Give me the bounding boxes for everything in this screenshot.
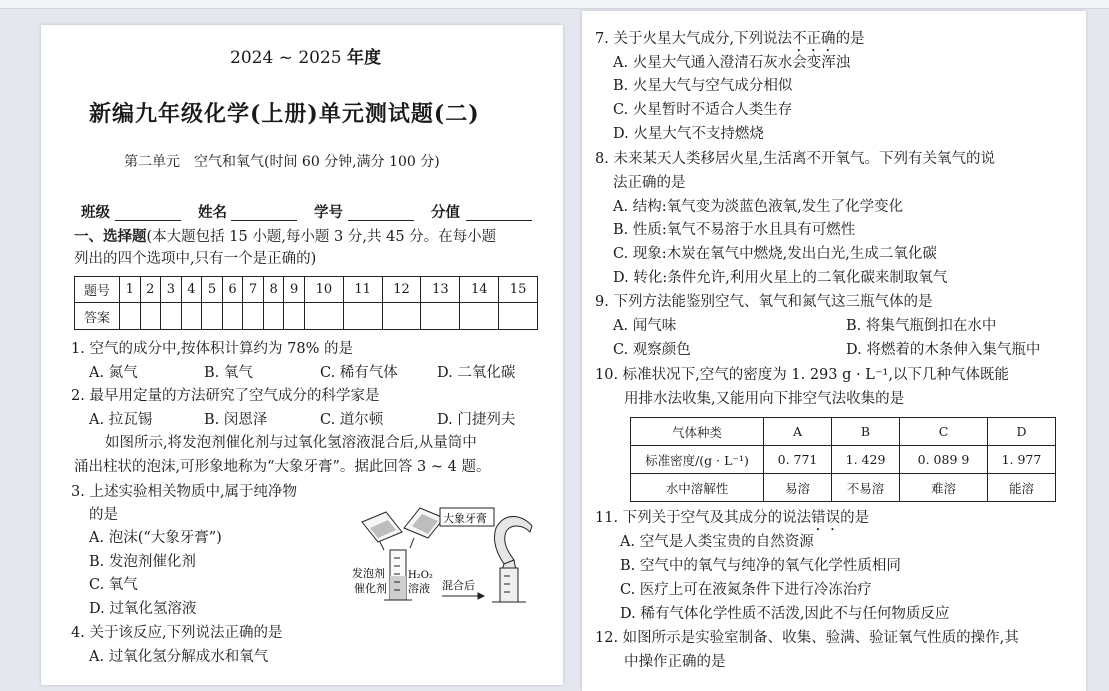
q9-option-d: D. 将燃着的木条伸入集气瓶中 — [846, 342, 1041, 358]
q8-stem-1: 8. 未来某天人类移居火星,生活离不开氧气。下列有关氧气的说 — [595, 151, 996, 167]
q7-stem — [595, 29, 865, 55]
score-blank — [466, 220, 532, 221]
q8-option-d: D. 转化:条件允许,利用火星上的二氧化碳来制取氧气 — [613, 270, 948, 286]
q3-stem-1: 3. 上述实验相关物质中,属于纯净物 — [71, 484, 298, 500]
gas-table-column-header: B — [832, 418, 900, 446]
gas-table-density-value: 1. 977 — [987, 446, 1055, 474]
answer-table-answer-cell — [460, 303, 499, 330]
answer-table-answer-cell — [243, 303, 264, 330]
gas-table-density-value: 0. 771 — [764, 446, 832, 474]
answer-table-answer-cell — [202, 303, 223, 330]
q11-option-d: D. 稀有气体化学性质不活泼,因此不与任何物质反应 — [620, 606, 950, 622]
q2-option-d: D. 门捷列夫 — [437, 412, 516, 428]
gas-table-column-header: A — [764, 418, 832, 446]
gas-table-header-row — [631, 418, 1056, 446]
q9-stem: 9. 下列方法能鉴别空气、氧气和氮气这三瓶气体的是 — [595, 294, 933, 310]
q7-option-d: D. 火星大气不支持燃烧 — [613, 126, 764, 142]
year-suffix: 年度 — [346, 48, 381, 68]
q2-option-a: A. 拉瓦锡 — [89, 412, 153, 428]
gas-table-column-header: C — [900, 418, 988, 446]
answer-table-answer-cell — [382, 303, 421, 330]
section1-title-line — [74, 227, 496, 247]
q12-stem-2: 中操作正确的是 — [624, 654, 726, 670]
answer-table-answer-cell — [304, 303, 343, 330]
q4-option-a: A. 过氧化氢分解成水和氧气 — [89, 649, 269, 665]
q11-stem — [595, 508, 869, 534]
left-page — [41, 25, 563, 685]
q7-option-a: A. 火星大气通入澄清石灰水会变浑浊 — [613, 55, 851, 71]
q11-stem-post: 的是 — [840, 510, 870, 526]
id-blank — [348, 220, 414, 221]
q10-stem-2: 用排水法收集,又能用向下排空气法收集的是 — [624, 391, 905, 407]
q9-option-b: B. 将集气瓶倒扣在水中 — [846, 318, 997, 334]
figure-label-foam-2: 催化剂 — [354, 582, 387, 595]
gas-table-solubility-value: 易溶 — [764, 474, 832, 502]
gas-table-density-row — [631, 446, 1056, 474]
answer-table-row1-label: 题号 — [75, 277, 120, 303]
q11-stem-pre: 11. 下列关于空气及其成分的说法 — [595, 510, 812, 526]
right-page — [582, 11, 1086, 691]
answer-table-row2-label: 答案 — [75, 303, 120, 330]
answer-table — [74, 276, 538, 330]
answer-table-answer-cell — [222, 303, 243, 330]
answer-table-answer-cell — [343, 303, 382, 330]
name-blank — [231, 220, 297, 221]
q3-option-d: D. 过氧化氢溶液 — [89, 601, 197, 617]
year-line — [230, 43, 381, 68]
q2-option-c: C. 道尔顿 — [320, 412, 384, 428]
q9-option-c: C. 观察颜色 — [613, 342, 691, 358]
section1-desc-2: 列出的四个选项中,只有一个是正确的) — [74, 251, 317, 267]
q3-option-b: B. 发泡剂催化剂 — [89, 554, 196, 570]
answer-table-answer-cell — [263, 303, 284, 330]
gas-table-header-label: 气体种类 — [631, 418, 764, 446]
q2-option-b: B. 闵恩泽 — [204, 412, 268, 428]
q11-option-c: C. 医疗上可在液氮条件下进行冷冻治疗 — [620, 582, 872, 598]
name-label: 姓名 — [198, 204, 227, 221]
gas-table-density-value: 0. 089 9 — [900, 446, 988, 474]
q7-stem-post: 的是 — [835, 31, 865, 47]
section1-title: 一、选择题 — [74, 228, 147, 245]
q12-stem-1: 12. 如图所示是实验室制备、收集、验满、验证氧气性质的操作,其 — [595, 630, 1019, 646]
q7-stem-pre: 7. 关于火星大气成分,下列说法 — [595, 31, 793, 47]
answer-table-question-number: 13 — [421, 277, 460, 303]
q3-option-c: C. 氧气 — [89, 577, 138, 593]
q11-option-a: A. 空气是人类宝贵的自然资源 — [620, 534, 814, 550]
answer-table-number-row — [75, 277, 538, 303]
answer-table-question-number: 7 — [243, 277, 264, 303]
q2-stem: 2. 最早用定量的方法研究了空气成分的科学家是 — [71, 388, 380, 404]
answer-table-question-number: 15 — [499, 277, 538, 303]
gas-table-column-header: D — [987, 418, 1055, 446]
figure-label-h2o2-2: 溶液 — [408, 582, 430, 595]
year-text: 2024 ~ 2025 — [230, 48, 347, 68]
result-cylinder-icon — [492, 568, 526, 602]
viewer-top-bar — [0, 0, 1109, 9]
gas-table-solubility-value: 难溶 — [900, 474, 988, 502]
q3-option-a: A. 泡沫(“大象牙膏”) — [89, 530, 222, 546]
figure-label-toothpaste: 大象牙膏 — [443, 512, 487, 525]
q11-option-b: B. 空气中的氧气与纯净的氧气化学性质相同 — [620, 558, 901, 574]
answer-table-answer-row — [75, 303, 538, 330]
q1-option-a: A. 氮气 — [89, 365, 138, 381]
answer-table-question-number: 10 — [304, 277, 343, 303]
id-label: 学号 — [314, 204, 343, 221]
gas-table-solubility-value: 不易溶 — [832, 474, 900, 502]
q8-option-c: C. 现象:木炭在氧气中燃烧,发出白光,生成二氧化碳 — [613, 246, 937, 262]
q1-stem: 1. 空气的成分中,按体积计算约为 78% 的是 — [71, 341, 353, 357]
gas-table-density-value: 1. 429 — [832, 446, 900, 474]
answer-table-answer-cell — [181, 303, 202, 330]
answer-table-answer-cell — [140, 303, 161, 330]
page-subtitle: 第二单元 空气和氧气(时间 60 分钟,满分 100 分) — [124, 154, 440, 170]
score-label: 分值 — [431, 204, 460, 221]
intro-line-1: 如图所示,将发泡剂催化剂与过氧化氢溶液混合后,从量筒中 — [105, 435, 477, 451]
answer-table-answer-cell — [421, 303, 460, 330]
gas-table-solubility-label: 水中溶解性 — [631, 474, 764, 502]
intro-line-2: 涌出柱状的泡沫,可形象地称为“大象牙膏”。据此回答 3 ~ 4 题。 — [74, 459, 491, 475]
figure-label-mix: 混合后 — [442, 579, 475, 592]
answer-table-question-number: 2 — [140, 277, 161, 303]
q10-stem-1: 10. 标准状况下,空气的密度为 1. 293 g · L⁻¹,以下几种气体既能 — [595, 367, 1009, 383]
h2o2-beaker-icon — [404, 508, 444, 548]
q1-option-b: B. 氧气 — [204, 365, 253, 381]
q7-stem-emphasis: 不正确 — [792, 31, 836, 47]
q8-option-b: B. 性质:氧气不易溶于水且具有可燃性 — [613, 222, 856, 238]
gas-properties-table — [630, 417, 1056, 502]
answer-table-question-number: 1 — [120, 277, 141, 303]
mix-arrow-icon — [442, 593, 484, 599]
answer-table-question-number: 9 — [284, 277, 305, 303]
figure-label-foam-1: 发泡剂 — [352, 567, 385, 580]
answer-table-question-number: 3 — [161, 277, 182, 303]
answer-table-question-number: 4 — [181, 277, 202, 303]
q1-option-d: D. 二氧化碳 — [437, 365, 516, 381]
answer-table-answer-cell — [120, 303, 141, 330]
gas-table-solubility-row — [631, 474, 1056, 502]
answer-table-question-number: 11 — [343, 277, 382, 303]
answer-table-answer-cell — [499, 303, 538, 330]
q4-stem: 4. 关于该反应,下列说法正确的是 — [71, 625, 283, 641]
class-label: 班级 — [81, 204, 110, 221]
section1-desc-1: (本大题包括 15 小题,每小题 3 分,共 45 分。在每小题 — [146, 229, 497, 245]
answer-table-question-number: 5 — [202, 277, 223, 303]
answer-table-answer-cell — [161, 303, 182, 330]
foam-column-icon — [494, 516, 532, 570]
q11-stem-emphasis: 错误 — [811, 510, 841, 526]
answer-table-question-number: 8 — [263, 277, 284, 303]
elephant-toothpaste-figure — [346, 480, 536, 610]
gas-table-density-label: 标准密度/(g · L⁻¹) — [631, 446, 764, 474]
answer-table-question-number: 6 — [222, 277, 243, 303]
q7-option-b: B. 火星大气与空气成分相似 — [613, 78, 793, 94]
q1-option-c: C. 稀有气体 — [320, 365, 398, 381]
q8-stem-2: 法正确的是 — [613, 175, 686, 191]
q8-option-a: A. 结构:氧气变为淡蓝色液氧,发生了化学变化 — [613, 199, 904, 215]
q7-option-c: C. 火星暂时不适合人类生存 — [613, 102, 793, 118]
q9-option-a: A. 闻气味 — [613, 318, 677, 334]
answer-table-answer-cell — [284, 303, 305, 330]
class-blank — [115, 220, 181, 221]
gas-table-solubility-value: 能溶 — [987, 474, 1055, 502]
page-title: 新编九年级化学(上册)单元测试题(二) — [89, 101, 480, 127]
q3-stem-2: 的是 — [89, 507, 118, 523]
answer-table-question-number: 14 — [460, 277, 499, 303]
foam-catalyst-beaker-icon — [362, 512, 402, 550]
figure-label-h2o2-1: H₂O₂ — [408, 570, 433, 581]
answer-table-question-number: 12 — [382, 277, 421, 303]
